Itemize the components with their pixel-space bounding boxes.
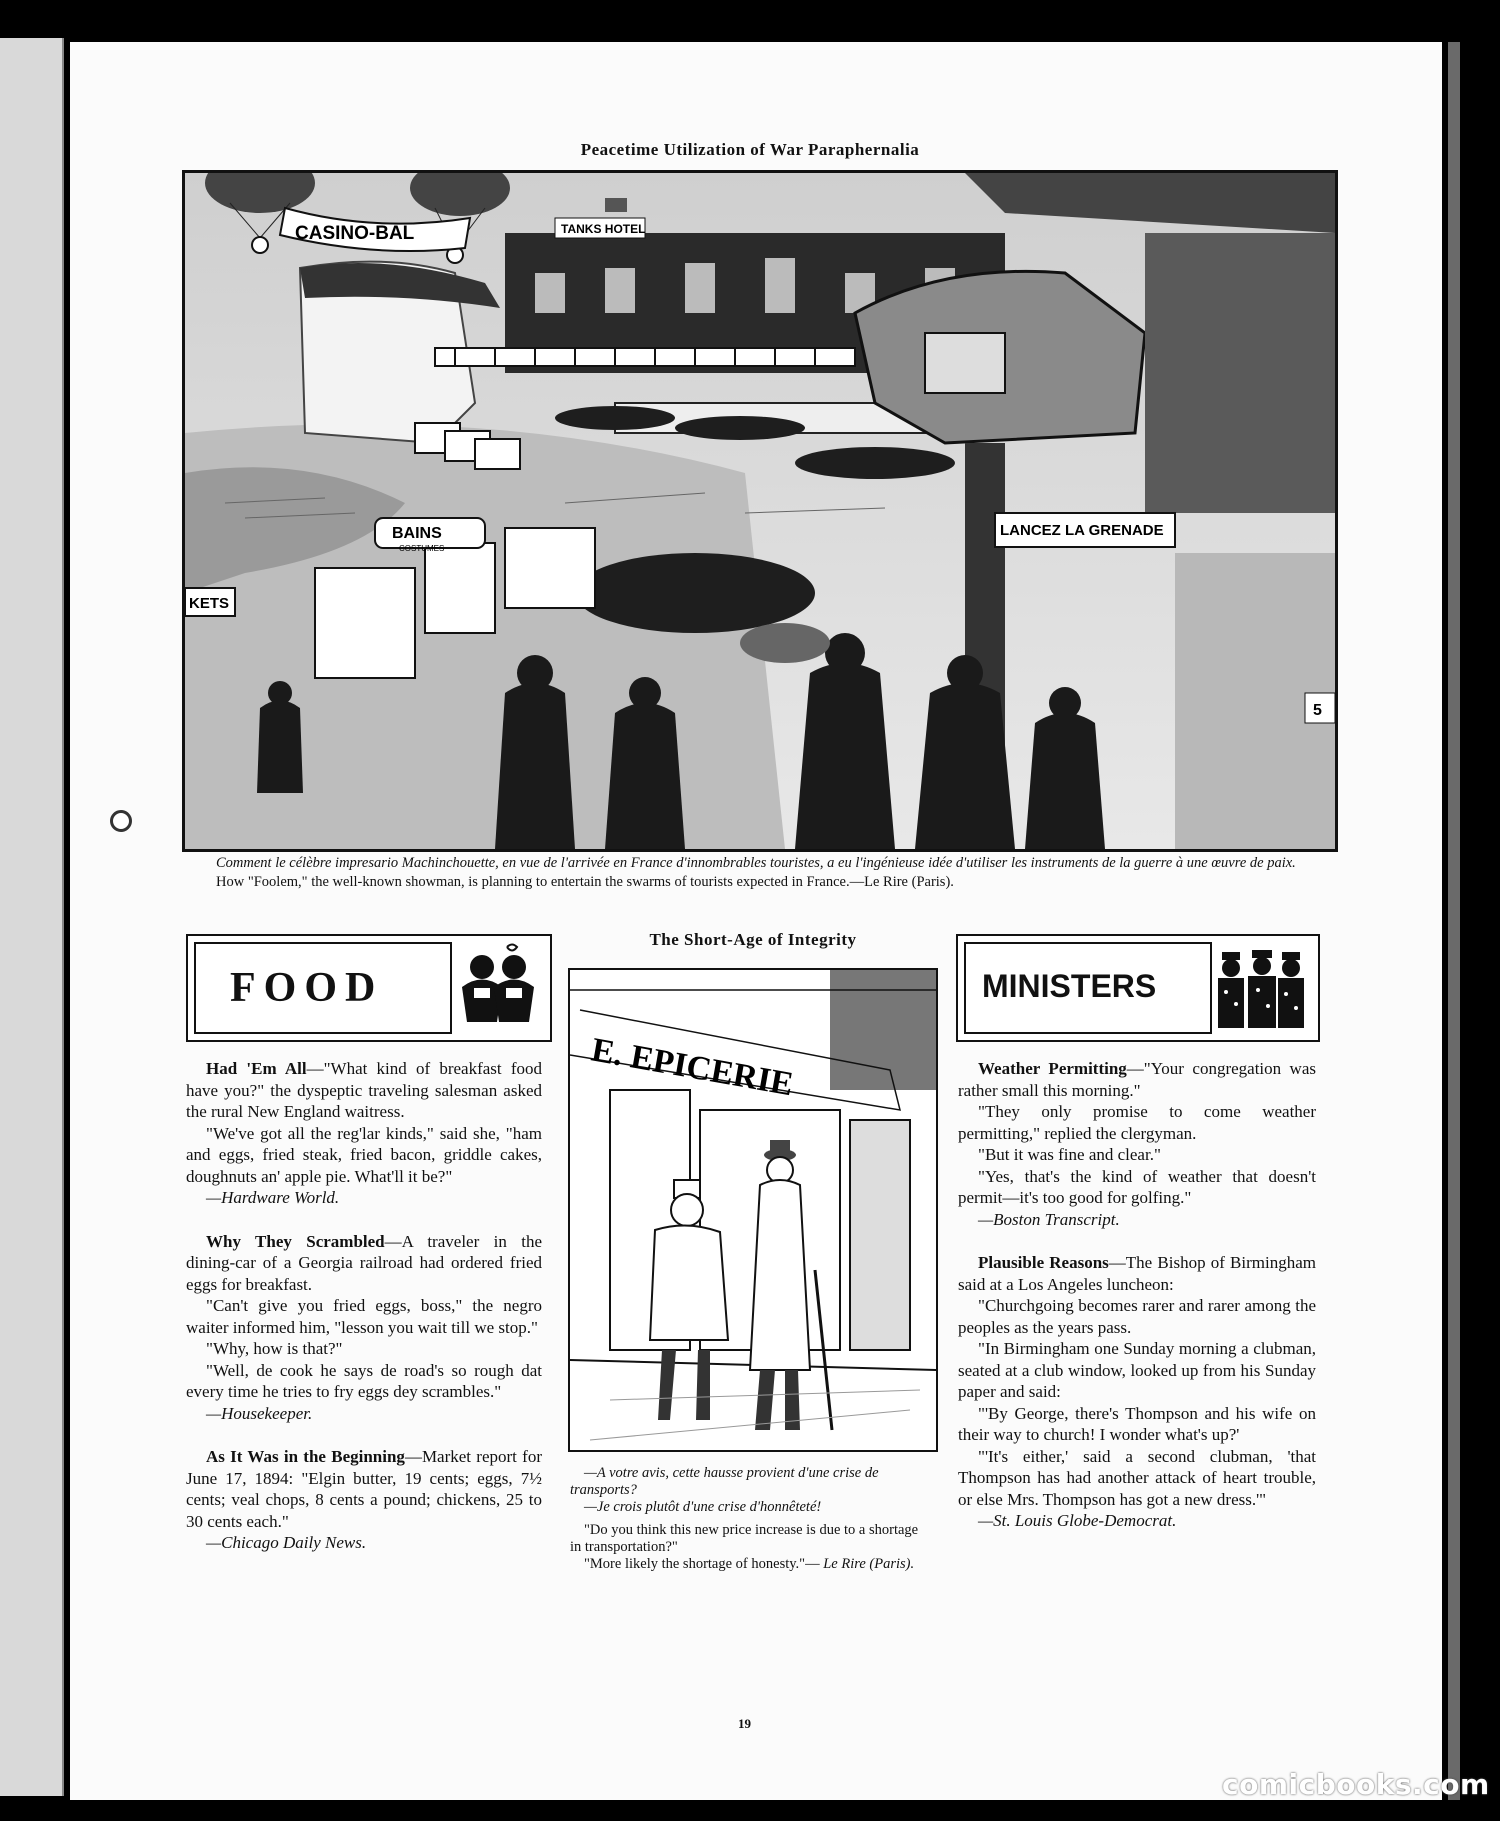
food-item-2-para: "Can't give you fried eggs, boss," the negro waiter informed him, "lesson you wait till we stop." bbox=[186, 1296, 542, 1337]
food-item-2-para: "Why, how is that?" bbox=[206, 1339, 343, 1358]
seaside-resort-drawing bbox=[185, 173, 1335, 849]
food-item-3: As It Was in the Beginning—Market report for June 17, 1894: "Elgin butter, 19 cents; eggs, 7½ cents; veal chops, 8 cents a pound; chickens, 25 to 30 cents each." bbox=[186, 1447, 542, 1531]
food-item-2: Why They Scrambled—A traveler in the dining-car of a Georgia railroad had ordered fried eggs for breakfast. bbox=[186, 1231, 542, 1294]
ministers-cartoon-figures-icon bbox=[1214, 942, 1310, 1030]
center-caption-french-1: —A votre avis, cette hausse provient d'une crise de transports? bbox=[570, 1465, 879, 1498]
ministers-item-2-source: —St. Louis Globe-Democrat. bbox=[978, 1511, 1177, 1530]
food-item-2-para: "Well, de cook he says de road's so rough dat every time he tries to fry eggs dey scrambles." bbox=[186, 1360, 542, 1401]
grocery-shop-drawing bbox=[570, 970, 936, 1450]
top-cartoon-illustration bbox=[182, 170, 1338, 852]
food-item-3-source: —Chicago Daily News. bbox=[206, 1533, 367, 1552]
top-caption-english: How "Foolem," the well-known showman, is planning to entertain the swarms of tourists expected in France.—Le Rire (Paris). bbox=[216, 874, 954, 890]
page-binding-shadow bbox=[1448, 42, 1460, 1800]
top-cartoon-title: Peacetime Utilization of War Paraphernalia bbox=[580, 140, 920, 159]
ministers-item-2-para: "In Birmingham one Sunday morning a clubman, seated at a club window, looked up from his Sunday paper and said: bbox=[958, 1339, 1316, 1401]
center-caption-french-2: —Je crois plutôt d'une crise d'honnêteté! bbox=[584, 1499, 822, 1515]
ministers-item-1-para: "But it was fine and clear." bbox=[978, 1145, 1161, 1164]
facing-page-edge bbox=[0, 38, 64, 1796]
ministers-item-2: Plausible Reasons—The Bishop of Birmingham said at a Los Angeles luncheon: bbox=[958, 1253, 1316, 1294]
ministers-column bbox=[958, 1058, 1316, 1532]
center-cartoon-illustration bbox=[568, 968, 938, 1452]
price-sign-text: 5 bbox=[1313, 702, 1322, 719]
top-cartoon-caption bbox=[216, 854, 1316, 891]
tickets-sign-text: KETS bbox=[189, 595, 230, 612]
top-caption-french: Comment le célèbre impresario Machinchouette, en vue de l'arrivée en France d'innombrables touristes, a eu l'ingénieuse idée d'utiliser les instruments de la guerre à une œuvre de paix. bbox=[216, 855, 1296, 871]
food-item-1-para: "We've got all the reg'lar kinds," said she, "ham and eggs, fried steak, fried bacon, griddle cakes, doughnuts an' apple pie. What'll it be?" bbox=[186, 1123, 542, 1186]
binding-hole bbox=[110, 810, 132, 832]
ministers-item-1-para: "They only promise to come weather permitting," replied the clergyman. bbox=[958, 1102, 1316, 1143]
epicerie-sign-text: E. EPICERIE bbox=[588, 1031, 796, 1104]
ministers-item-1: Weather Permitting—"Your congregation was rather small this morning." bbox=[958, 1059, 1316, 1100]
ministers-item-2-para: "'It's either,' said a second clubman, 'that Thompson has had another attack of heart trouble, or else Mrs. Thompson has got a new dress.'" bbox=[958, 1446, 1316, 1509]
ministers-item-2-para: "'By George, there's Thompson and his wife on their way to church! I wonder what's up?' bbox=[958, 1403, 1316, 1444]
food-cartoon-figures-icon bbox=[452, 942, 542, 1030]
food-heading: FOOD bbox=[230, 965, 384, 1011]
hotel-sign-text: TANKS HOTEL bbox=[561, 222, 646, 236]
page-number: 19 bbox=[738, 1716, 751, 1731]
ministers-heading: MINISTERS bbox=[982, 968, 1157, 1004]
center-caption-english-1: "Do you think this new price increase is due to a shortage in transportation?" bbox=[570, 1522, 919, 1555]
food-header-box bbox=[186, 934, 552, 1042]
food-item-2-source: —Housekeeper. bbox=[206, 1403, 313, 1423]
food-item-1: Had 'Em All—"What kind of breakfast food have you?" the dyspeptic traveling salesman asked the rural New England waitress. bbox=[186, 1059, 542, 1121]
center-caption-source: Le Rire (Paris). bbox=[823, 1556, 915, 1572]
costumes-sign-text: COSTUMES bbox=[399, 544, 445, 553]
food-column bbox=[186, 1058, 542, 1554]
casino-sign-text: CASINO-BAL bbox=[295, 223, 415, 244]
watermark-logo: comicbooks.com bbox=[1222, 1768, 1490, 1801]
ministers-item-1-source: —Boston Transcript. bbox=[978, 1209, 1120, 1229]
center-cartoon-caption bbox=[570, 1465, 932, 1573]
grenade-sign-text: LANCEZ LA GRENADE bbox=[1000, 522, 1164, 539]
ministers-item-1-para: "Yes, that's the kind of weather that doesn't permit—it's too good for golfing." bbox=[958, 1166, 1316, 1207]
center-cartoon-title: The Short-Age of Integrity bbox=[649, 930, 857, 949]
ministers-item-2-para: "Churchgoing becomes rarer and rarer among the peoples as the years pass. bbox=[958, 1296, 1316, 1337]
ministers-header-box bbox=[956, 934, 1320, 1042]
bains-sign-text: BAINS bbox=[392, 525, 442, 542]
center-caption-english-2: "More likely the shortage of honesty."— bbox=[584, 1556, 820, 1572]
food-item-1-source: —Hardware World. bbox=[206, 1188, 340, 1207]
